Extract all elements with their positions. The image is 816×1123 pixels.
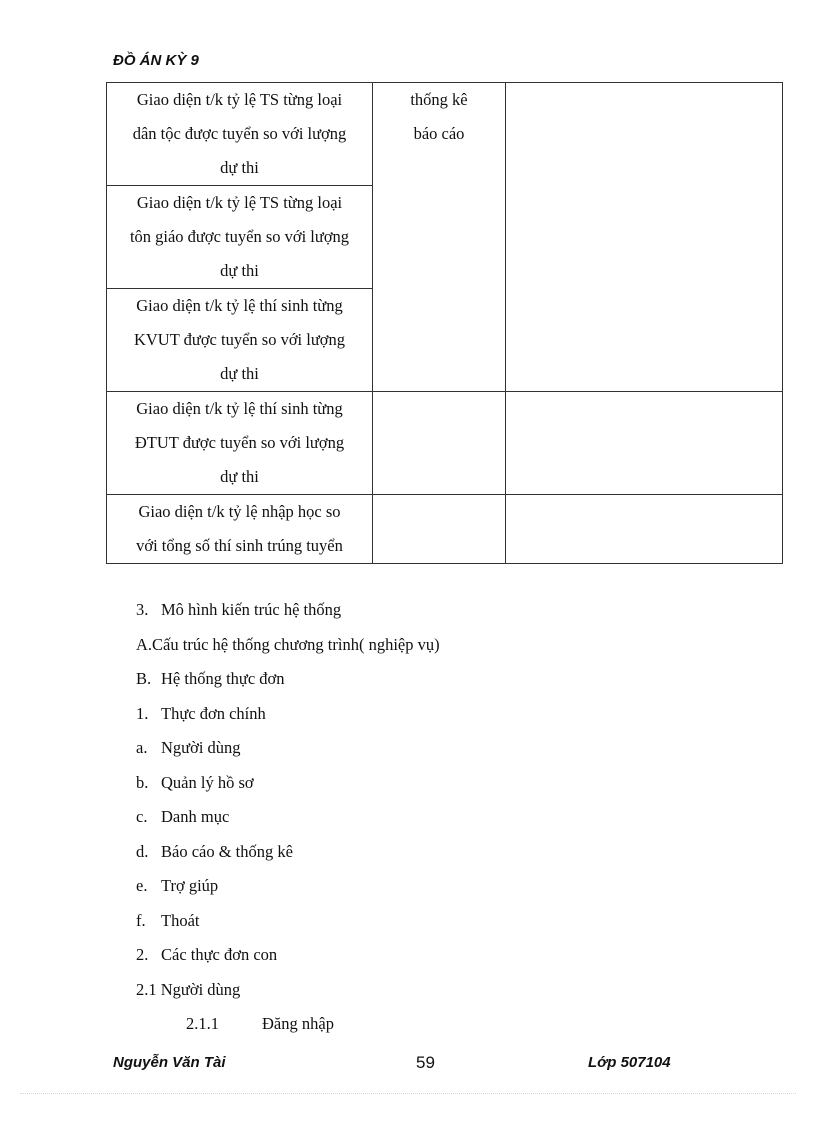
cell-text: với tổng số thí sinh trúng tuyển xyxy=(136,536,343,555)
table-cell-interface xyxy=(107,186,373,289)
table-cell-empty xyxy=(506,392,783,495)
line-number: 2.1.1 xyxy=(186,1014,219,1033)
table-row xyxy=(107,495,783,564)
line-text: Quản lý hồ sơ xyxy=(161,772,254,792)
footer-author: Nguyễn Văn Tài xyxy=(113,1054,226,1071)
numbered-line xyxy=(136,872,440,907)
line-number: a. xyxy=(136,738,148,757)
numbered-line xyxy=(136,734,440,769)
table-row xyxy=(107,83,783,186)
line-text: Danh mục xyxy=(161,807,230,826)
cell-text: thống kê xyxy=(410,90,468,109)
line-text: Hệ thống thực đơn xyxy=(161,669,285,688)
line-number: b. xyxy=(136,772,149,792)
table-cell-interface xyxy=(107,83,373,186)
table-row xyxy=(107,392,783,495)
numbered-line xyxy=(136,1010,440,1045)
numbered-line xyxy=(136,838,440,873)
table-cell-function xyxy=(373,83,506,392)
line-number: c. xyxy=(136,807,148,826)
page-header-title: ĐỒ ÁN KỲ 9 xyxy=(113,52,199,69)
line-number: 3. xyxy=(136,600,149,619)
cell-text: Giao diện t/k tỷ lệ thí sinh từng xyxy=(136,399,343,418)
line-text: Báo cáo & thống kê xyxy=(161,841,293,861)
numbered-line xyxy=(136,907,440,942)
line-text: Các thực đơn con xyxy=(161,945,278,964)
numbered-line xyxy=(136,700,440,735)
numbered-line xyxy=(136,941,440,976)
footer-page-number: 59 xyxy=(416,1053,435,1072)
cell-text: Giao diện t/k tỷ lệ nhập học so xyxy=(138,502,341,521)
interface-table xyxy=(106,82,783,564)
line-text: A.Cấu trúc hệ thống chương trình( nghiệp vụ) xyxy=(136,634,440,654)
line-text: 2.1 Người dùng xyxy=(136,979,241,999)
text-line xyxy=(136,976,440,1011)
cell-text: Giao diện t/k tỷ lệ thí sinh từng xyxy=(136,296,343,315)
cell-text: dự thi xyxy=(220,467,259,486)
cell-text: Giao diện t/k tỷ lệ TS từng loại xyxy=(136,90,343,109)
text-line xyxy=(136,631,440,666)
cell-text: dự thi xyxy=(220,364,259,383)
line-number: 1. xyxy=(136,703,149,723)
line-number: d. xyxy=(136,841,149,861)
cell-text: tôn giáo được tuyển so với lượng xyxy=(129,227,350,246)
numbered-line xyxy=(136,803,440,838)
line-number: f. xyxy=(136,910,146,930)
table-cell-interface xyxy=(107,392,373,495)
table-cell-function xyxy=(373,495,506,564)
table-cell-empty xyxy=(506,83,783,392)
numbered-line xyxy=(136,665,440,700)
footer-class-label: Lớp 507104 xyxy=(588,1054,671,1071)
page-bottom-rule xyxy=(20,1093,796,1094)
cell-text: Giao diện t/k tỷ lệ TS từng loại xyxy=(136,193,343,212)
cell-text: KVUT được tuyển so với lượng xyxy=(133,330,346,349)
line-text: Mô hình kiến trúc hệ thống xyxy=(161,600,342,619)
table-cell-interface xyxy=(107,495,373,564)
cell-text: dân tộc được tuyển so với lượng xyxy=(132,124,347,143)
cell-text: báo cáo xyxy=(413,124,465,143)
line-text: Người dùng xyxy=(161,738,241,757)
table-cell-empty xyxy=(506,495,783,564)
body-text-section xyxy=(136,596,440,1045)
line-text: Thực đơn chính xyxy=(161,703,266,723)
line-text: Đăng nhập xyxy=(262,1014,334,1033)
line-number: 2. xyxy=(136,945,149,964)
numbered-line xyxy=(136,769,440,804)
numbered-line xyxy=(136,596,440,631)
line-text: Thoát xyxy=(161,910,200,930)
table-cell-function xyxy=(373,392,506,495)
cell-text: dự thi xyxy=(220,158,259,177)
table-cell-interface xyxy=(107,289,373,392)
line-text: Trợ giúp xyxy=(161,876,219,895)
cell-text: dự thi xyxy=(220,261,259,280)
line-number: e. xyxy=(136,876,148,895)
cell-text: ĐTUT được tuyển so với lượng xyxy=(134,433,345,452)
line-number: B. xyxy=(136,669,152,688)
